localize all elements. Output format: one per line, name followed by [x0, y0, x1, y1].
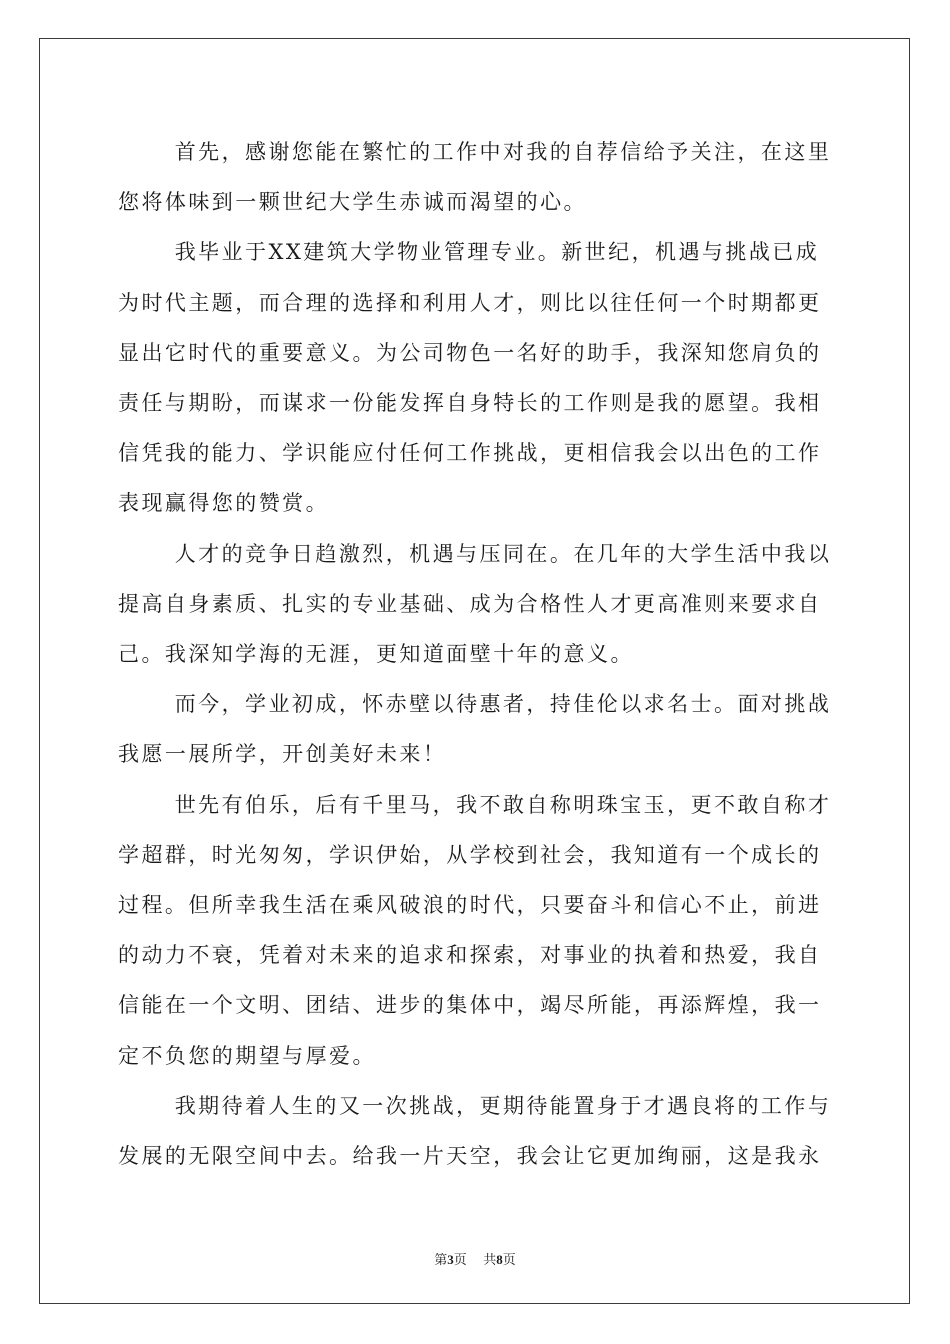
paragraph: 我期待着人生的又一次挑战，更期待能置身于才遇良将的工作与发展的无限空间中去。给我一片天空，我会让它更加绚丽，这是我永 [118, 1093, 832, 1169]
paragraph: 我毕业于XX建筑大学物业管理专业。新世纪，机遇与挑战已成为时代主题，而合理的选择和利用人才，则比以往任何一个时期都更显出它时代的重要意义。为公司物色一名好的助手，我深知您肩负的责任与期盼，而谋求一份能发挥自身特长的工作则是我的愿望。我相信凭我的能力、学识能应付任何工作挑战，更相信我会以出色的工作表现赢得您的赞赏。 [118, 240, 822, 516]
paragraph: 而今，学业初成，怀赤壁以待惠者，持佳伦以求名士。面对挑战我愿一展所学，开创美好未来！ [118, 692, 832, 767]
paragraph: 人才的竞争日趋激烈，机遇与压同在。在几年的大学生活中我以提高自身素质、扎实的专业基础、成为合格性人才更高准则来要求自己。我深知学海的无涯，更知道面壁十年的意义。 [118, 541, 832, 667]
paragraph: 世先有伯乐，后有千里马，我不敢自称明珠宝玉，更不敢自称才学超群，时光匆匆，学识伊始，从学校到社会，我知道有一个成长的过程。但所幸我生活在乘风破浪的时代，只要奋斗和信心不止，前进的动力不衰，凭着对未来的追求和探索，对事业的执着和热爱，我自信能在一个文明、团结、进步的集体中，竭尽所能，再添辉煌，我一定不负您的期望与厚爱。 [118, 792, 832, 1068]
page-footer [0, 1249, 950, 1268]
document-body [118, 127, 836, 1181]
page-number: 第3页 [434, 1252, 467, 1268]
page-total: 共8页 [483, 1252, 516, 1268]
paragraph: 首先，感谢您能在繁忙的工作中对我的自荐信给予关注，在这里您将体味到一颗世纪大学生赤诚而渴望的心。 [118, 140, 832, 215]
